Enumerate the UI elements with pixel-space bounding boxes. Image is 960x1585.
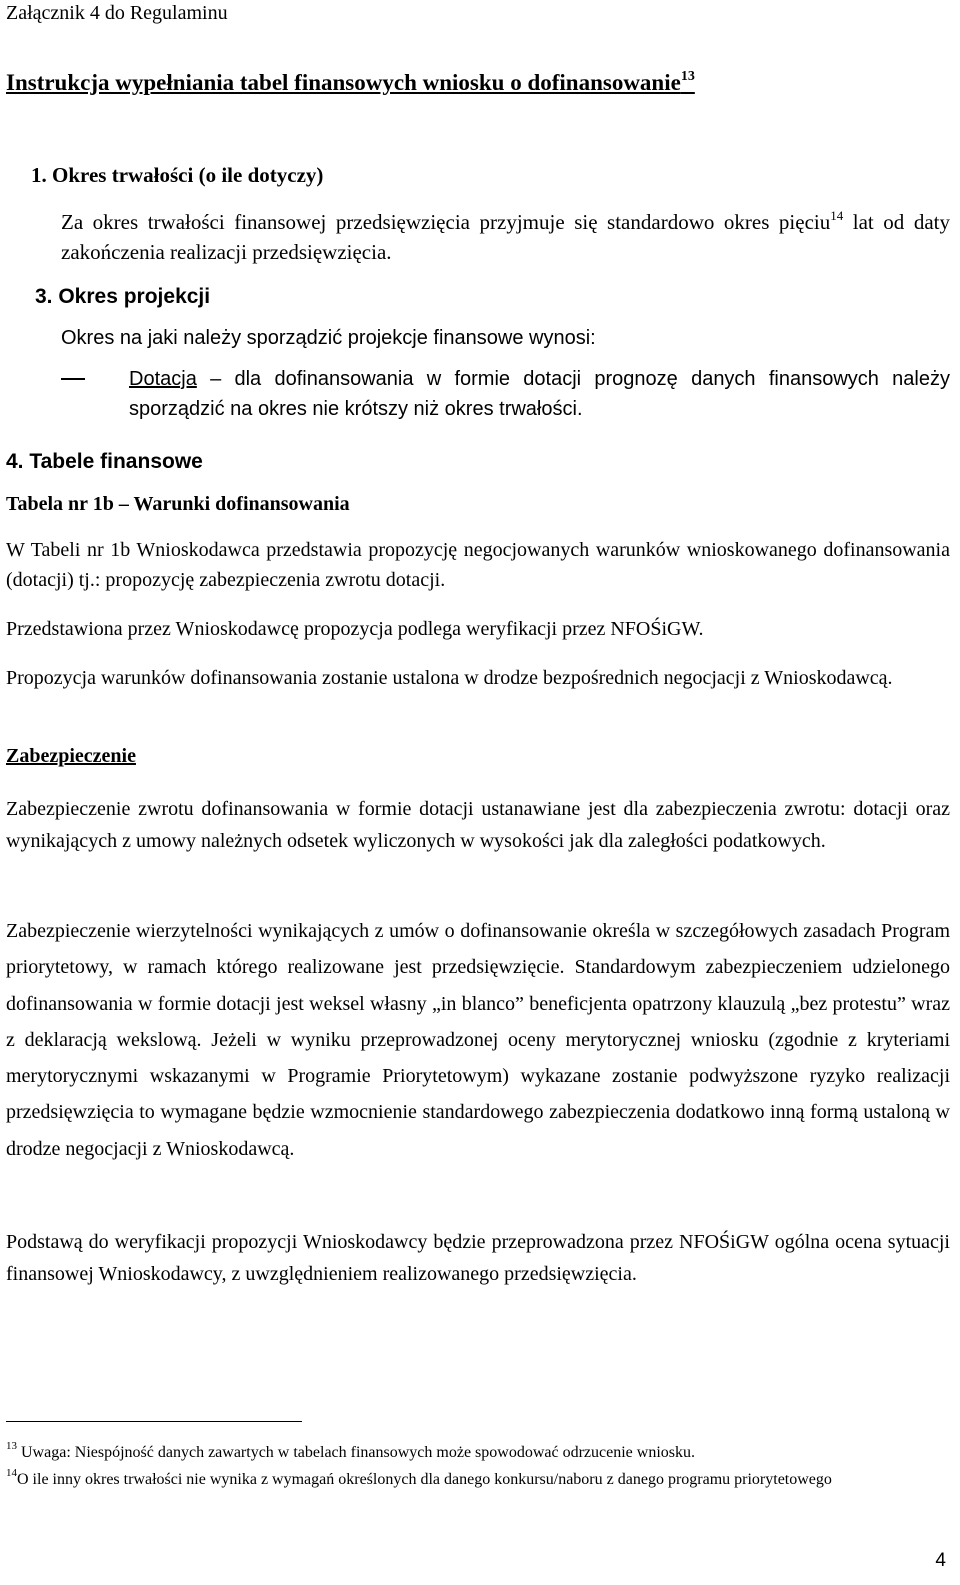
footnote-14 [6,1468,950,1492]
paragraph: Zabezpieczenie zwrotu dofinansowania w formie dotacji ustanawiane jest dla zabezpieczenia zwrotu: dotacji oraz wynikających z umowy należnych odsetek wyliczonych w wysokości jak dla zaległości podatkowych. [6,798,950,852]
footnote-ref-13: 13 [680,69,695,84]
footnote-ref-14: 14 [830,208,844,223]
zabezpieczenie-heading: Zabezpieczenie [6,745,136,767]
bullet-term: Dotacja [129,368,197,390]
title-text: Instrukcja wypełniania tabel finansowych wniosku o dofinansowanie [6,70,681,95]
section-1-text-b: lat od daty zakończenia realizacji przedsięwzięcia. [61,210,950,264]
table-1b-heading: Tabela nr 1b – Warunki dofinansowania [6,493,350,515]
bullet-text [129,364,950,424]
bullet-description: – dla dofinansowania w formie dotacji prognozę danych finansowych należy sporządzić na okres nie krótszy niż okres trwałości. [129,368,950,420]
footnote-number: 14 [6,1467,17,1479]
dash-bullet-icon [61,378,85,380]
footnote-separator [6,1421,302,1422]
section-4-heading: 4. Tabele finansowe [6,450,203,473]
section-1-heading: 1. Okres trwałości (o ile dotyczy) [31,163,324,187]
page-number: 4 [935,1550,946,1571]
paragraph: W Tabeli nr 1b Wnioskodawca przedstawia propozycję negocjowanych warunków wnioskowanego dofinansowania (dotacji) tj.: propozycję zabezpieczenia zwrotu dotacji. [6,539,950,591]
paragraph: Propozycja warunków dofinansowania zostanie ustalona w drodze bezpośrednich negocjacji z Wnioskodawcą. [6,667,893,689]
footnote-text: Uwaga: Niespójność danych zawartych w tabelach finansowych może spowodować odrzucenie wniosku. [21,1444,695,1461]
footnote-number: 13 [6,1440,17,1452]
section-3-intro: Okres na jaki należy sporządzić projekcje finansowe wynosi: [61,327,596,349]
paragraph: Przedstawiona przez Wnioskodawcę propozycja podlega weryfikacji przez NFOŚiGW. [6,618,704,640]
footnote-text: O ile inny okres trwałości nie wynika z wymagań określonych dla danego konkursu/naboru z danego programu priorytetowego [17,1471,832,1488]
section-1-body [61,207,950,267]
section-1-text-a: Za okres trwałości finansowej przedsięwzięcia przyjmuje się standardowo okres pięciu [61,210,831,234]
section-3-heading: 3. Okres projekcji [35,285,211,308]
document-title [6,70,695,96]
paragraph: Zabezpieczenie wierzytelności wynikających z umów o dofinansowanie określa w szczegółowych zasadach Program priorytetowy, w ramach którego realizowane jest przedsięwzięcie. Standardowym zabezpieczeniem udzielonego dofinansowania w formie dotacji jest weksel własny „in blanco” beneficjenta opatrzony klauzulą „bez protestu” wraz z deklaracją wekslową. Jeżeli w wyniku przeprowadzonej oceny merytorycznej wniosku (zgodnie z kryteriami merytorycznymi wskazanymi w Programie Priorytetowym) wykazane zostanie podwyższone ryzyko realizacji przedsięwzięcia to wymagane będzie wzmocnienie standardowego zabezpieczenia dodatkowo inną formą ustaloną w drodze negocjacji z Wnioskodawcą. [6,920,950,1160]
attachment-note: Załącznik 4 do Regulaminu [6,2,228,24]
paragraph: Podstawą do weryfikacji propozycji Wnioskodawcy będzie przeprowadzona przez NFOŚiGW ogólna ocena sytuacji finansowej Wnioskodawcy, z uwzględnieniem realizowanego przedsięwzięcia. [6,1231,950,1285]
footnote-13 [6,1441,950,1465]
